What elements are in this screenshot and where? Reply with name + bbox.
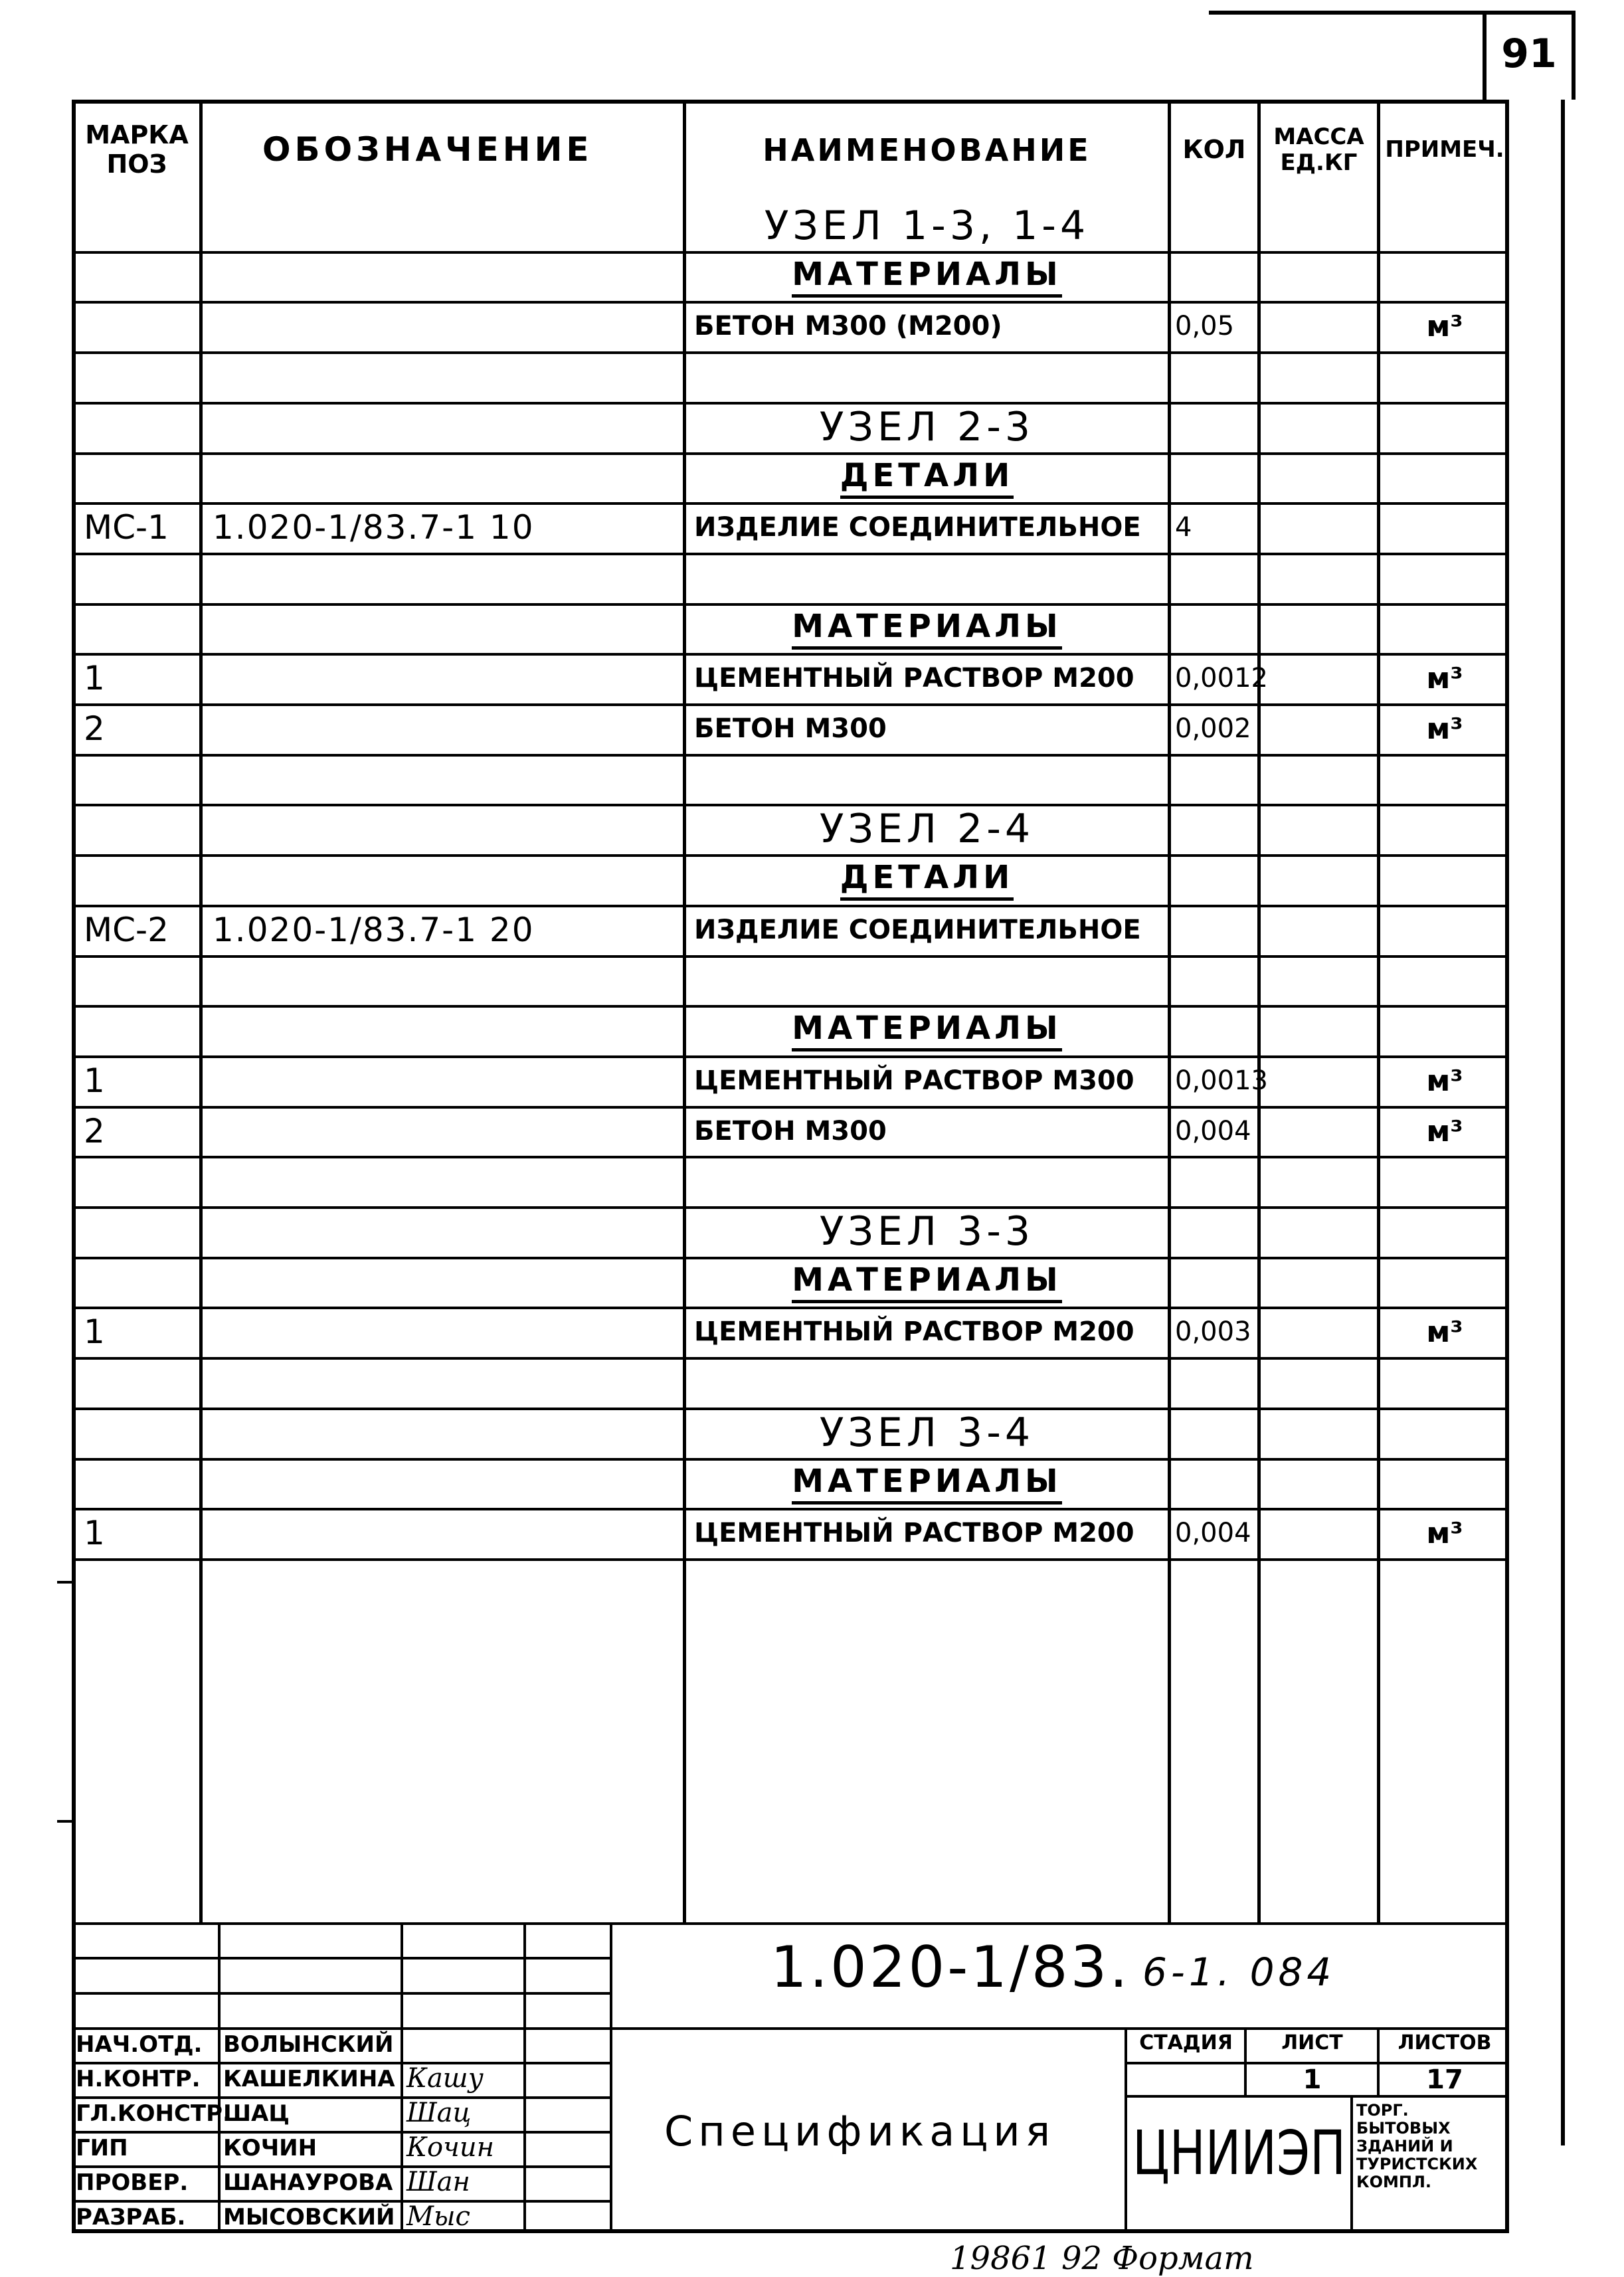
row-qty-text: 0,0013: [1175, 1065, 1268, 1096]
sheets-label: ЛИСТОВ: [1398, 2031, 1492, 2054]
row-qty-text: 0,05: [1175, 311, 1235, 341]
row-note: [1380, 553, 1509, 603]
row-mark-text: 1: [84, 1313, 105, 1351]
row-mark: [78, 502, 198, 553]
row-designation: [213, 301, 677, 351]
row-mark: [78, 1055, 198, 1106]
title-block-line: [72, 2062, 610, 2064]
row-name-text: МАТЕРИАЛЫ: [792, 1261, 1062, 1303]
row-qty: [1171, 703, 1257, 754]
row-name-text: ИЗДЕЛИЕ СОЕДИНИТЕЛЬНОЕ: [694, 915, 1141, 945]
row-mark: [78, 603, 198, 654]
row-name-text: МАТЕРИАЛЫ: [792, 256, 1062, 298]
row-note: [1380, 703, 1509, 754]
document-code-suffix: 6-1. 084: [1142, 1950, 1336, 1995]
title-block-line: [401, 1922, 403, 2233]
row-qty: [1171, 1055, 1268, 1106]
row-qty: [1171, 955, 1257, 1006]
row-note-text: м³: [1426, 1114, 1463, 1148]
row-name-text: ЦЕМЕНТНЫЙ РАСТВОР М200: [694, 663, 1134, 693]
row-mark: [78, 653, 198, 703]
header-note: ПРИМЕЧ.: [1385, 136, 1504, 163]
row-designation: [213, 1055, 677, 1106]
row-note: [1380, 1206, 1509, 1257]
row-note: [1380, 905, 1509, 955]
row-designation-text: 1.020-1/83.7-1 20: [213, 911, 535, 949]
row-mark-text: 2: [84, 1112, 105, 1150]
approval-role: ГЛ.КОНСТР.: [76, 2100, 231, 2127]
row-qty: [1171, 452, 1257, 503]
margin-tick: [57, 1581, 73, 1584]
page-number: 91: [1501, 31, 1557, 77]
row-name: [686, 754, 1168, 804]
row-mark: [78, 553, 198, 603]
row-name-text: БЕТОН М300: [694, 713, 887, 744]
row-name: [686, 1055, 1168, 1106]
row-mark-text: 1: [84, 659, 105, 697]
header-name: НАИМЕНОВАНИЕ: [763, 132, 1091, 168]
title-block-line: [72, 2200, 610, 2203]
row-note: [1380, 301, 1509, 351]
row-qty: [1171, 854, 1257, 905]
row-note: [1380, 1508, 1509, 1558]
approval-name: МЫСОВСКИЙ: [223, 2204, 395, 2231]
row-name: [686, 553, 1168, 603]
row-qty-text: 0,004: [1175, 1116, 1251, 1146]
row-qty: [1171, 301, 1257, 351]
title-block-line: [72, 2165, 610, 2168]
approval-role: ГИП: [76, 2135, 128, 2161]
row-name: [686, 603, 1168, 654]
title-block-line: [72, 1922, 1509, 1925]
row-note: [1380, 402, 1509, 452]
row-name: [686, 402, 1168, 452]
row-mark: [78, 854, 198, 905]
row-note-text: м³: [1426, 711, 1463, 746]
approval-name: ШАЦ: [223, 2100, 290, 2127]
row-qty-text: 0,002: [1175, 713, 1251, 744]
row-name: [686, 854, 1168, 905]
sheets-value: 17: [1426, 2064, 1463, 2095]
title-block-line: [72, 2096, 610, 2099]
title-block-line: [72, 1957, 610, 1959]
approval-role: НАЧ.ОТД.: [76, 2031, 203, 2058]
row-designation: [213, 553, 677, 603]
row-note: [1380, 1106, 1509, 1156]
stage-label: СТАДИЯ: [1139, 2031, 1233, 2054]
row-note: [1380, 351, 1509, 402]
row-designation: [213, 1106, 677, 1156]
organization-logo: ЦНИИЭП: [1132, 2118, 1346, 2189]
sheet-label: ЛИСТ: [1281, 2031, 1343, 2054]
row-name: [686, 301, 1168, 351]
row-name-text: ЦЕМЕНТНЫЙ РАСТВОР М200: [694, 1518, 1134, 1548]
row-name: [686, 1408, 1168, 1458]
row-name: [686, 1206, 1168, 1257]
title-block-line: [218, 1922, 221, 2233]
row-note: [1380, 1408, 1509, 1458]
row-qty: [1171, 1357, 1257, 1408]
row-designation: [213, 1307, 677, 1357]
row-name: [686, 452, 1168, 503]
row-name: [686, 201, 1168, 251]
document-code: 1.020-1/83.: [770, 1934, 1130, 2001]
row-qty: [1171, 1257, 1257, 1307]
row-name: [686, 1106, 1168, 1156]
row-name: [686, 1156, 1168, 1206]
row-mark: [78, 1408, 198, 1458]
row-qty: [1171, 251, 1257, 302]
row-name: [686, 653, 1168, 703]
row-name-text: УЗЕЛ 1-3, 1-4: [764, 203, 1090, 249]
row-qty: [1171, 1307, 1257, 1357]
row-name-text: ДЕТАЛИ: [840, 457, 1014, 499]
right-binding-line: [1561, 100, 1565, 2145]
row-qty: [1171, 1206, 1257, 1257]
row-mark: [78, 301, 198, 351]
title-block-line: [1377, 2027, 1380, 2096]
row-name: [686, 905, 1168, 955]
row-designation-text: 1.020-1/83.7-1 10: [213, 508, 535, 547]
row-name: [686, 1508, 1168, 1558]
row-mark: [78, 402, 198, 452]
row-mark: [78, 1357, 198, 1408]
row-mark: [78, 703, 198, 754]
row-name: [686, 502, 1168, 553]
row-qty: [1171, 804, 1257, 854]
row-qty: [1171, 502, 1257, 553]
row-name-text: МАТЕРИАЛЫ: [792, 1463, 1062, 1504]
row-qty: [1171, 1458, 1257, 1508]
row-note: [1380, 1156, 1509, 1206]
row-designation: [213, 1408, 677, 1458]
organization-subtitle: ТОРГ. БЫТОВЫХ ЗДАНИЙ И ТУРИСТСКИХ КОМПЛ.: [1356, 2101, 1478, 2191]
row-qty: [1171, 653, 1268, 703]
row-note: [1380, 1005, 1509, 1055]
row-qty: [1171, 351, 1257, 402]
row-name-text: ЦЕМЕНТНЫЙ РАСТВОР М300: [694, 1065, 1134, 1096]
row-mark: [78, 905, 198, 955]
approval-role: Н.КОНТР.: [76, 2066, 201, 2092]
row-note-text: м³: [1426, 1315, 1463, 1349]
row-mark: [78, 955, 198, 1006]
row-name-text: ИЗДЕЛИЕ СОЕДИНИТЕЛЬНОЕ: [694, 512, 1141, 543]
row-name-text: МАТЕРИАЛЫ: [792, 608, 1062, 650]
row-designation: [213, 201, 677, 251]
row-mark-text: МС-2: [84, 911, 169, 949]
approval-role: РАЗРАБ.: [76, 2204, 186, 2231]
row-mark: [78, 1508, 198, 1558]
row-qty-text: 0,003: [1175, 1317, 1251, 1347]
approval-signature: Кочин: [406, 2132, 495, 2163]
approval-signature: Шан: [406, 2167, 470, 2197]
row-mark: [78, 804, 198, 854]
row-qty-text: 4: [1175, 512, 1192, 543]
row-qty-text: 0,004: [1175, 1518, 1251, 1548]
row-qty: [1171, 1408, 1257, 1458]
row-note: [1380, 804, 1509, 854]
col-divider: [1257, 100, 1261, 1924]
title-block-line: [72, 1992, 610, 1995]
header-mark: МАРКА ПОЗ: [85, 120, 189, 179]
row-mark: [78, 754, 198, 804]
row-qty: [1171, 1106, 1257, 1156]
row-name-text: БЕТОН М300: [694, 1116, 887, 1146]
row-designation: [213, 1206, 677, 1257]
row-qty: [1171, 603, 1257, 654]
approval-name: ШАНАУРОВА: [223, 2169, 393, 2196]
row-note-text: м³: [1426, 309, 1463, 343]
row-mark-text: 1: [84, 1514, 105, 1552]
row-name: [686, 1357, 1168, 1408]
title-block-line: [610, 1922, 612, 2233]
header-qty: КОЛ: [1182, 135, 1246, 165]
row-designation: [213, 1005, 677, 1055]
approval-name: КОЧИН: [223, 2135, 317, 2161]
title-block-line: [610, 2027, 1509, 2030]
row-designation: [213, 251, 677, 302]
row-designation: [213, 502, 677, 553]
row-name-text: МАТЕРИАЛЫ: [792, 1010, 1062, 1051]
row-note: [1380, 452, 1509, 503]
row-name-text: ЦЕМЕНТНЫЙ РАСТВОР М200: [694, 1317, 1134, 1347]
row-designation: [213, 1357, 677, 1408]
row-qty: [1171, 201, 1257, 251]
row-note: [1380, 1357, 1509, 1408]
row-mark: [78, 351, 198, 402]
row-mark: [78, 452, 198, 503]
row-mark: [78, 1206, 198, 1257]
approval-name: ВОЛЫНСКИЙ: [223, 2031, 394, 2058]
row-mark-text: МС-1: [84, 508, 169, 547]
row-note: [1380, 854, 1509, 905]
title-block-line: [72, 2027, 610, 2030]
header-designation: ОБОЗНАЧЕНИЕ: [262, 130, 593, 169]
row-mark: [78, 251, 198, 302]
row-mark: [78, 1005, 198, 1055]
row-qty: [1171, 754, 1257, 804]
row-designation: [213, 603, 677, 654]
title-block-line: [1244, 2027, 1247, 2096]
row-note: [1380, 754, 1509, 804]
row-name: [686, 955, 1168, 1006]
row-designation: [213, 1458, 677, 1508]
row-designation: [213, 1508, 677, 1558]
row-qty: [1171, 402, 1257, 452]
row-note-text: м³: [1426, 1516, 1463, 1550]
row-name-text: УЗЕЛ 3-3: [819, 1208, 1035, 1255]
title-block-line: [1350, 2096, 1353, 2233]
row-note: [1380, 955, 1509, 1006]
row-note: [1380, 1257, 1509, 1307]
row-note: [1380, 502, 1509, 553]
approval-signature: Шац: [406, 2098, 472, 2128]
row-name: [686, 251, 1168, 302]
header-mass: МАССА ЕД.КГ: [1273, 123, 1364, 176]
row-note-text: м³: [1426, 1063, 1463, 1098]
row-note: [1380, 1307, 1509, 1357]
row-note: [1380, 1458, 1509, 1508]
title-block-line: [72, 2131, 610, 2134]
row-note: [1380, 653, 1509, 703]
row-name-text: ДЕТАЛИ: [840, 859, 1014, 901]
approval-signature: Кашу: [406, 2063, 484, 2094]
row-qty: [1171, 1156, 1257, 1206]
row-name: [686, 351, 1168, 402]
row-designation: [213, 905, 677, 955]
row-designation: [213, 653, 677, 703]
row-name: [686, 1307, 1168, 1357]
row-qty: [1171, 1005, 1257, 1055]
row-designation: [213, 351, 677, 402]
approval-role: ПРОВЕР.: [76, 2169, 189, 2196]
row-qty: [1171, 905, 1257, 955]
row-note: [1380, 251, 1509, 302]
row-mark: [78, 1307, 198, 1357]
row-mark: [78, 1257, 198, 1307]
title-block-line: [523, 1922, 526, 2233]
row-name: [686, 703, 1168, 754]
footer-note: 19861 92 Формат: [950, 2240, 1254, 2277]
row-designation: [213, 452, 677, 503]
row-name-text: УЗЕЛ 3-4: [819, 1410, 1035, 1456]
row-divider: [72, 1558, 1509, 1561]
row-name: [686, 1458, 1168, 1508]
row-mark-text: 2: [84, 709, 105, 748]
row-mark: [78, 1106, 198, 1156]
approval-name: КАШЕЛКИНА: [223, 2066, 395, 2092]
row-mark: [78, 1156, 198, 1206]
title-block-line: [1125, 2095, 1509, 2098]
row-designation: [213, 955, 677, 1006]
row-name: [686, 1005, 1168, 1055]
row-mark: [78, 201, 198, 251]
title-block-line: [1125, 2027, 1127, 2233]
row-name: [686, 1257, 1168, 1307]
row-designation: [213, 402, 677, 452]
col-divider: [199, 100, 203, 1924]
row-designation: [213, 1156, 677, 1206]
row-name: [686, 804, 1168, 854]
row-qty-text: 0,0012: [1175, 663, 1268, 693]
row-designation: [213, 804, 677, 854]
row-note-text: м³: [1426, 661, 1463, 695]
row-note: [1380, 1055, 1509, 1106]
row-designation: [213, 703, 677, 754]
row-name-text: УЗЕЛ 2-3: [819, 404, 1035, 450]
document-title: Спецификация: [664, 2107, 1056, 2155]
row-qty: [1171, 1508, 1257, 1558]
row-name-text: УЗЕЛ 2-4: [819, 806, 1035, 852]
margin-tick: [57, 1820, 73, 1823]
sheet-value: 1: [1303, 2064, 1322, 2095]
row-name-text: БЕТОН М300 (М200): [694, 311, 1002, 341]
row-qty: [1171, 553, 1257, 603]
approval-signature: Мыс: [406, 2201, 470, 2232]
row-designation: [213, 754, 677, 804]
row-note: [1380, 603, 1509, 654]
page-number-box: [1483, 11, 1576, 100]
row-note: [1380, 201, 1509, 251]
row-designation: [213, 854, 677, 905]
row-mark: [78, 1458, 198, 1508]
row-mark-text: 1: [84, 1061, 105, 1100]
row-designation: [213, 1257, 677, 1307]
